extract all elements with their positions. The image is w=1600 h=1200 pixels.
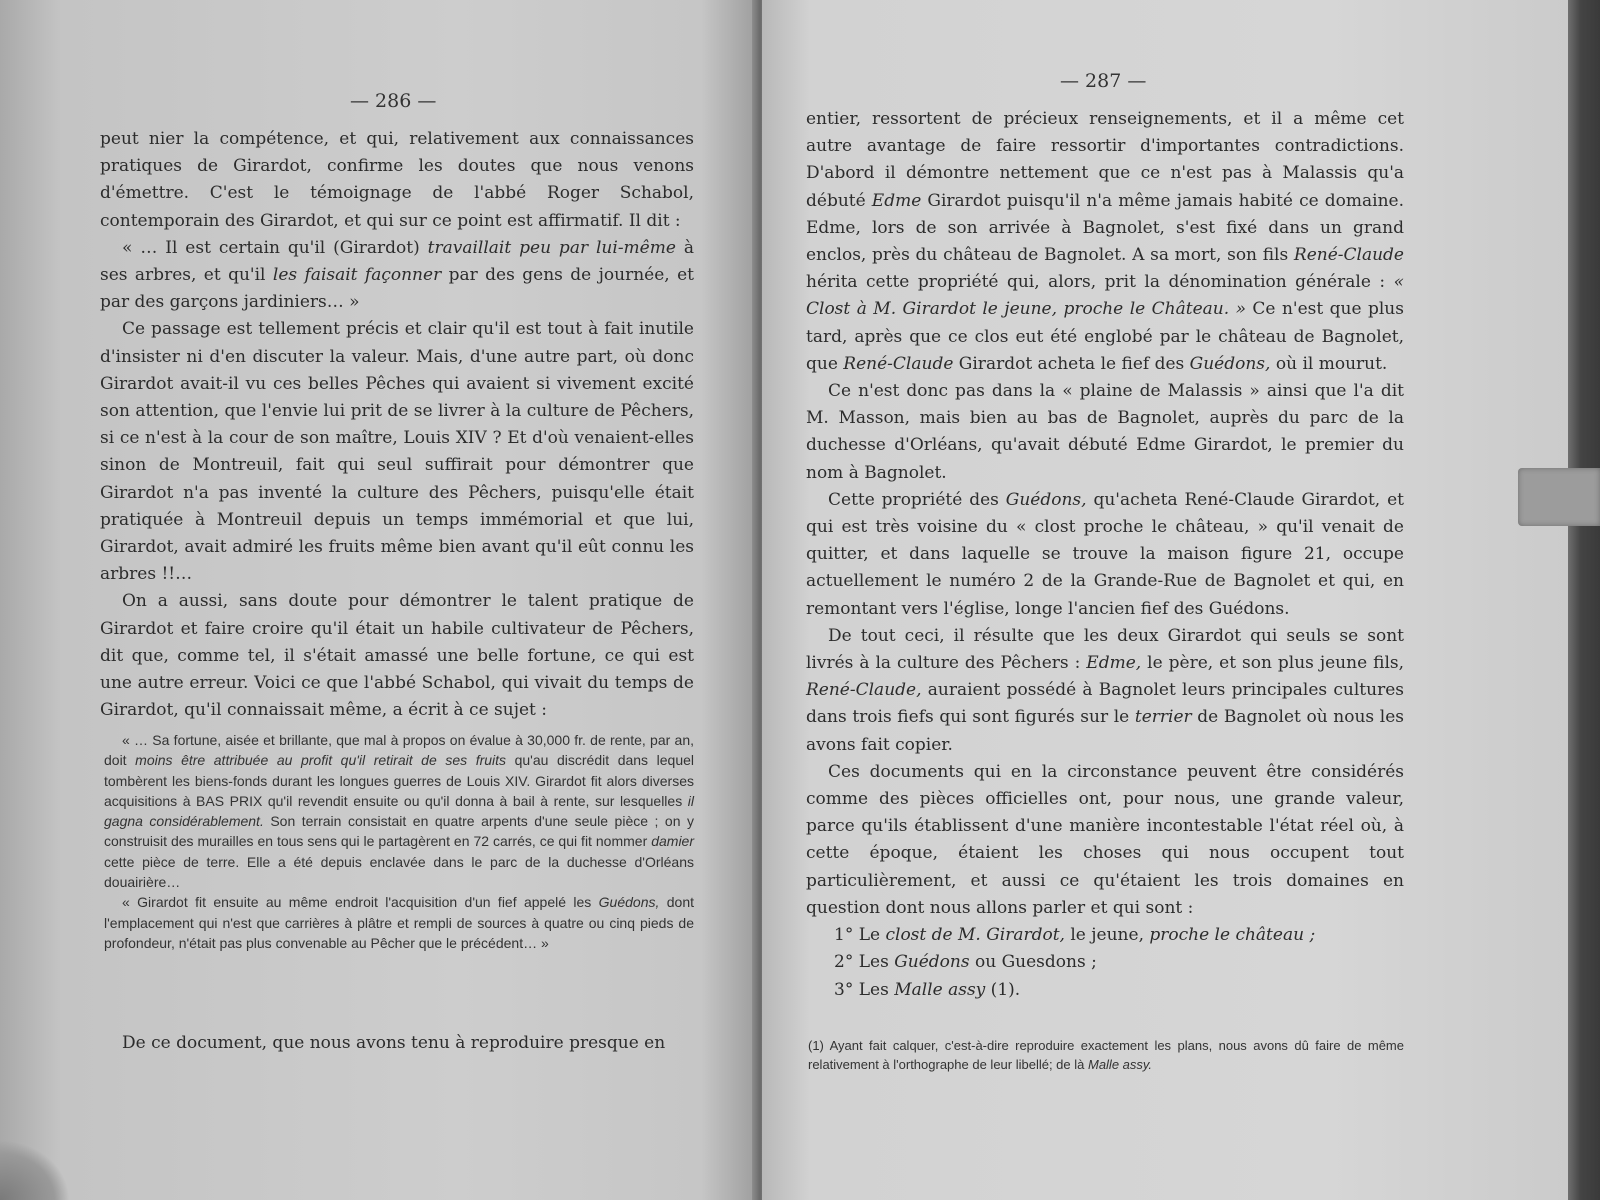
paragraph: Ce n'est donc pas dans la « plaine de Malassis » ainsi que l'a dit M. Masson, mais bien au bas de Bagnolet, auprès du parc de la duchesse d'Orléans, qu'avait débuté Edme Girardot, le premier du nom à Bagnolet. [806, 381, 1404, 483]
page-number-left: — 286 — [350, 90, 437, 112]
paragraph: Ce passage est tellement précis et clair qu'il est tout à fait inutile d'insister ni d'en discuter la valeur. Mais, d'une autre part, où donc Girardot avait-il vu ces belles Pêches qui avaient si vivement excité son attention, que l'envie lui prit de se livrer à la culture de Pêchers, si ce n'est à la cour de son maître, Louis XIV ? Et d'où venaient-elles sinon de Montreuil, fait qui seul suffirait pour démontrer que Girardot n'a pas inventé la culture des Pêchers, puisqu'elle était pratiquée à Montreuil depuis un temps immémorial et que lui, Girardot, avait admiré les fruits même bien avant qu'il eût connu les arbres !!… [100, 319, 694, 585]
list-item: 2° Les Guédons ou Guesdons ; [834, 952, 1097, 973]
left-page [0, 0, 762, 1200]
quoted-passage: « … Sa fortune, aisée et brillante, que mal à propos on évalue à 30,000 fr. de rente, par an, doit moins être attribuée au profit qu'il retirait de ses fruits qu'au discrédit dans lequel tombèrent les biens-fonds durant les longues guerres de Louis XIV. Girardot fit alors diverses acquisitions à BAS PRIX qu'il revendit ensuite ou qu'il donna à bail à rente, sur lesquelles il gagna considérablement. Son terrain consistait en quatre arpents d'une seule pièce ; on y construisit des murailles en tous sens qui le partagèrent en 72 carrés, ce qui fit nommer damier cette pièce de terre. Elle a été depuis enclavée dans le parc de la duchesse d'Orléans douairière… [104, 732, 694, 891]
paragraph: On a aussi, sans doute pour démontrer le talent pratique de Girardot et faire croire qu'il était un habile cultivateur de Pêchers, dit que, comme tel, il s'était amassé une belle fortune, ce qui est une autre erreur. Voici ce que l'abbé Schabol, qui vivait du temps de Girardot, qu'il connaissait même, a écrit à ce sujet : [100, 591, 694, 721]
paragraph: De ce document, que nous avons tenu à reproduire presque en [122, 1033, 666, 1053]
thumb-shadow [0, 1140, 70, 1200]
paragraph: Ces documents qui en la circonstance peuvent être considérés comme des pièces officielles ont, pour nous, une grande valeur, parce qu'ils établissent d'une manière incontestable l'état réel où, à cette époque, étaient les choses qui nous occupent tout particulièrement, et aussi ce qu'étaient les trois domaines en question dont nous allons parler et qui sont : [806, 761, 1404, 918]
right-body [806, 106, 1404, 1004]
quotation: « … Il est certain qu'il (Girardot) travaillait peu par lui-même à ses arbres, et qu'il les faisait façonner par des gens de journée, et par des garçons jardiniers… » [100, 237, 694, 313]
paragraph: peut nier la compétence, et qui, relativement aux connaissances pratiques de Girardot, confirme les doutes que nous venons d'émettre. C'est le témoignage de l'abbé Roger Schabol, contemporain des Girardot, et qui sur ce point est affirmatif. Il dit : [100, 129, 694, 231]
page-number-right: — 287 — [1060, 70, 1147, 92]
left-body-lower [100, 1030, 694, 1057]
list-item: 1° Le clost de M. Girardot, le jeune, proche le château ; [834, 925, 1316, 946]
left-body-upper [100, 126, 694, 724]
paragraph: entier, ressortent de précieux renseignements, et il a même cet autre avantage de faire ressortir d'importantes contradictions. D'abord il démontre nettement que ce n'est pas à Malassis qu'a débuté Edme Girardot puisqu'il n'a même jamais habité ce domaine. Edme, lors de son arrivée à Bagnolet, s'est fixé dans un grand enclos, près du château de Bagnolet. A sa mort, son fils René-Claude hérita cette propriété qui, alors, prit la dénomination générale : « Clost à M. Girardot le jeune, proche le Château. » Ce n'est que plus tard, après que ce clos eut été englobé par le château de Bagnolet, que René-Claude Girardot acheta le fief des Guédons, où il mourut. [806, 109, 1404, 374]
bookmark-ribbon [1518, 468, 1600, 526]
paragraph: De tout ceci, il résulte que les deux Girardot qui seuls se sont livrés à la culture des Pêchers : Edme, le père, et son plus jeune fils, René-Claude, auraient possédé à Bagnolet leurs principales cultures dans trois fiefs qui sont figurés sur le terrier de Bagnolet où nous les avons fait copier. [806, 625, 1405, 755]
list-item: 3° Les Malle assy (1). [834, 979, 1021, 1000]
quoted-passage: « Girardot fit ensuite au même endroit l'acquisition d'un fief appelé les Guédons, dont l'emplacement qui n'est que carrières à plâtre et rempli de sources à quatre ou cinq pieds de profondeur, n'était pas plus convenable au Pêcher que le précédent… » [104, 894, 694, 951]
footnote: (1) Ayant fait calquer, c'est-à-dire reproduire exactement les plans, nous avons dû faire de même relativement à l'orthographe de leur libellé; de là Malle assy. [808, 1038, 1404, 1072]
page-edge [1568, 0, 1600, 1200]
paragraph: Cette propriété des Guédons, qu'acheta René-Claude Girardot, et qui est très voisine du « clost proche le château, » qu'il venait de quitter, et dans laquelle se trouve la maison figure 21, occupe actuellement le numéro 2 de la Grande-Rue de Bagnolet et qui, en remontant vers l'église, longe l'ancien fief des Guédons. [806, 489, 1404, 619]
left-small-quote [104, 730, 694, 953]
right-page [762, 0, 1568, 1200]
